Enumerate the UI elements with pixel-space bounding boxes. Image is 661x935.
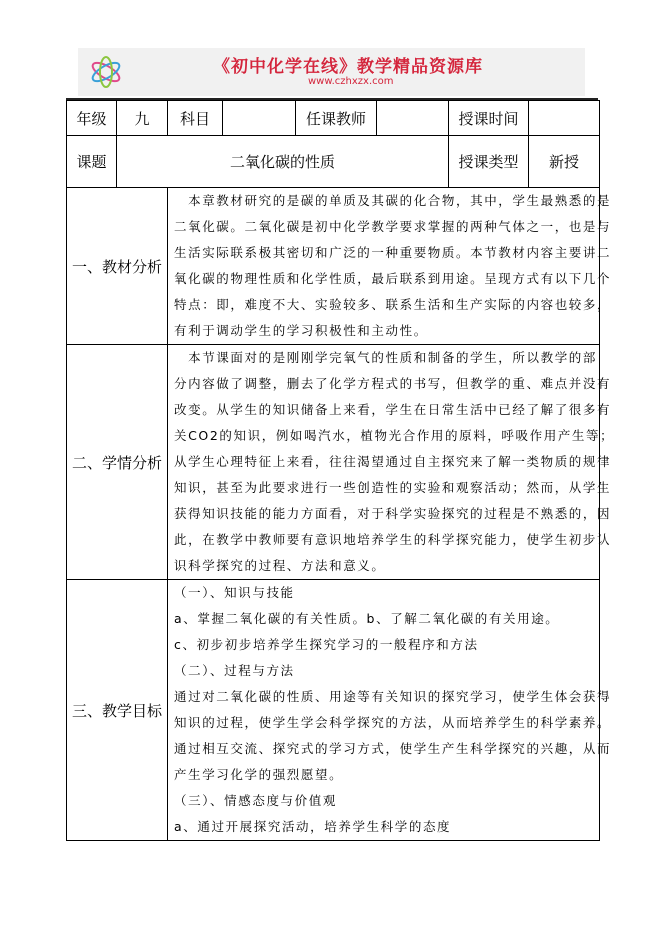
header-row <box>67 101 600 136</box>
teacher-value <box>377 101 449 136</box>
banner-title: 《初中化学在线》教学精品资源库 <box>213 57 483 77</box>
section-content <box>168 345 615 580</box>
topic-value: 二氧化碳的性质 <box>117 136 449 188</box>
section-label: 三、教学目标 <box>67 580 168 841</box>
text-line: 产生学习化学的强烈愿望。 <box>174 767 344 782</box>
text-line: 从学生心理特征上来看，往往渴望通过自主探究来了解一类物质的规律 <box>174 454 612 469</box>
text-line: 知识的过程，使学生学会科学探究的方法，从而培养学生的科学素养。 <box>174 715 612 730</box>
text-line: 此，在教学中教师要有意识地培养学生的科学探究能力，使学生初步认 <box>174 532 612 547</box>
section-content <box>168 188 612 345</box>
section-row <box>67 580 600 841</box>
text-line: 知识，甚至为此要求进行一些创造性的实验和观察活动；然而，从学生 <box>174 480 612 495</box>
banner <box>78 48 585 96</box>
section-label: 一、教材分析 <box>67 188 168 345</box>
text-line: 改变。从学生的知识储备上来看，学生在日常生活中已经了解了很多有 <box>174 402 612 417</box>
topic-row <box>67 136 600 188</box>
text-line: （三）、情感态度与价值观 <box>174 793 337 808</box>
text-line: 获得知识技能的能力方面看，对于科学实验探究的过程是不熟悉的，因 <box>174 506 612 521</box>
subject-label: 科目 <box>168 101 223 136</box>
time-value <box>529 101 600 136</box>
topic-label: 课题 <box>67 136 117 188</box>
type-label: 授课类型 <box>449 136 529 188</box>
section-row <box>67 345 600 580</box>
type-value: 新授 <box>529 136 600 188</box>
teacher-label: 任课教师 <box>296 101 377 136</box>
section-row <box>67 188 600 345</box>
subject-value <box>223 101 296 136</box>
text-line: 分内容做了调整，删去了化学方程式的书写，但教学的重、难点并没有 <box>174 376 612 391</box>
text-line: 通过相互交流、探究式的学习方式，使学生产生科学探究的兴趣，从而 <box>174 741 612 756</box>
text-line: 氧化碳的物理性质和化学性质，最后联系到用途。呈现方式有以下几个 <box>174 271 612 286</box>
text-line: a、通过开展探究活动，培养学生科学的态度 <box>174 819 452 834</box>
text-line: 本章教材研究的是碳的单质及其碳的化合物，其中，学生最熟悉的是 <box>174 193 612 208</box>
section-content <box>168 580 612 841</box>
text-line: 关CO2的知识，例如喝汽水，植物光合作用的原料，呼吸作用产生等； <box>174 428 615 443</box>
section-label: 二、学情分析 <box>67 345 168 580</box>
logo-icon <box>88 54 124 90</box>
text-line: 识科学探究的过程、方法和意义。 <box>174 558 386 573</box>
grade-label: 年级 <box>67 101 117 136</box>
text-line: 通过对二氧化碳的性质、用途等有关知识的探究学习，使学生体会获得 <box>174 689 612 704</box>
banner-url: www.czhxzx.com <box>308 76 394 87</box>
text-line: 本节课面对的是刚刚学完氧气的性质和制备的学生，所以教学的部 <box>174 350 598 365</box>
text-line: （一）、知识与技能 <box>174 585 295 600</box>
text-line: 特点：即，难度不大、实验较多、联系生活和生产实际的内容也较多， <box>174 297 612 312</box>
text-line: 有利于调动学生的学习积极性和主动性。 <box>174 323 428 338</box>
grade-value: 九 <box>117 101 168 136</box>
text-line: 二氧化碳。二氧化碳是初中化学教学要求掌握的两种气体之一，也是与 <box>174 219 612 234</box>
time-label: 授课时间 <box>449 101 529 136</box>
text-line: c、初步初步培养学生探究学习的一般程序和方法 <box>174 637 479 652</box>
lesson-plan-table <box>66 100 615 841</box>
text-line: 生活实际联系极其密切和广泛的一种重要物质。本节教材内容主要讲二 <box>174 245 612 260</box>
text-line: （二）、过程与方法 <box>174 663 295 678</box>
text-line: a、掌握二氧化碳的有关性质。b、了解二氧化碳的有关用途。 <box>174 611 560 626</box>
